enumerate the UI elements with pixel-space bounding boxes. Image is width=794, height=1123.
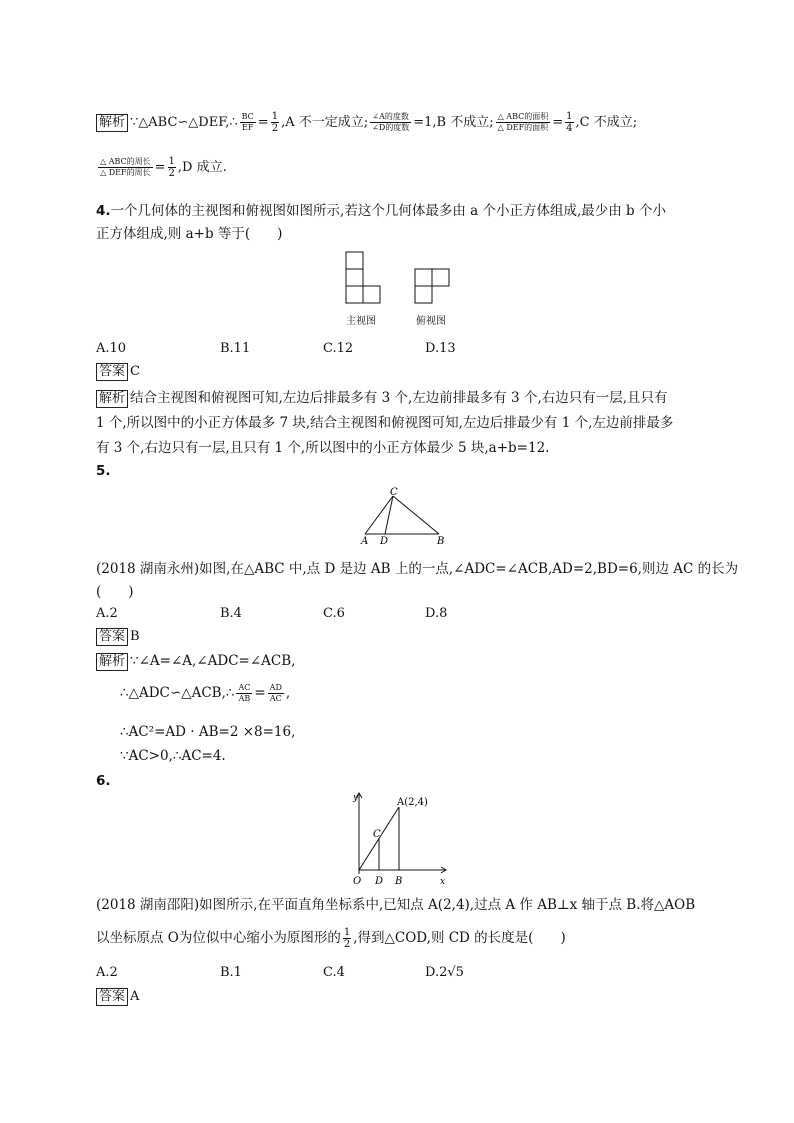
point-a-label: A(2,4) [397, 797, 428, 808]
point-b-label: B [395, 876, 403, 887]
q5-analysis-line4: ∵AC>0,∴AC=4. [120, 748, 226, 764]
fraction-perimeter-ratio: $\frac{\text{△ ABC的周长}}{\text{△ DEF的周长}}$ [100, 157, 151, 177]
q3-analysis-prefix: ∵△ABC∽△DEF,∴ [130, 115, 238, 130]
q4-option-d: D.13 [425, 341, 456, 356]
q6-stem-line2-suffix: ,得到△COD,则 CD 的长度是( ) [353, 930, 566, 946]
fraction-one-half: $\frac{1}{2}$ [271, 111, 279, 134]
answer-tag: 答案 [96, 988, 128, 1006]
q4-stem-text: 一个几何体的主视图和俯视图如图所示,若这个几何体最多由 a 个小正方体组成,最少由 b 个小 [110, 203, 666, 219]
equals-sign: = [254, 685, 266, 701]
point-d-label: D [375, 876, 384, 887]
fraction-ad-ac: $\frac{AD}{AC}$ [269, 683, 282, 703]
q4-answer [96, 363, 140, 381]
q3-option-c-note: ,C 不成立; [575, 115, 638, 130]
q4-option-c: C.12 [323, 341, 354, 356]
q4-analysis-text: 结合主视图和俯视图可知,左边后排最多有 3 个,左边前排最多有 3 个,右边只有一层,且只有 [130, 390, 668, 406]
answer-tag: 答案 [96, 363, 128, 381]
fraction-area-ratio: $\frac{\text{△ ABC的面积}}{\text{△ DEF的面积}}$ [497, 112, 549, 132]
q4-analysis-line1 [96, 386, 668, 408]
fraction-one-half: $\frac{1}{2}$ [343, 927, 351, 950]
q3-option-a-note: ,A 不一定成立; [281, 115, 369, 130]
q5-analysis-text: ∵∠A=∠A,∠ADC=∠ACB, [130, 653, 296, 669]
q4-option-b: B.11 [220, 341, 251, 356]
q6-number: 6. [96, 773, 111, 789]
q6-answer [96, 988, 139, 1006]
top-view-drawing [415, 269, 449, 303]
front-view-label: 主视图 [346, 316, 376, 327]
q4-analysis-line3: 有 3 个,右边只有一层,且只有 1 个,所以图中的小正方体最少 5 块,a+b=12. [96, 440, 550, 456]
analysis-tag: 解析 [96, 653, 128, 671]
q5-analysis-line2 [120, 683, 290, 704]
q3-option-b-note: =1,B 不成立; [413, 115, 494, 130]
q6-option-a: A.2 [96, 965, 118, 980]
y-axis-label: y [353, 793, 359, 803]
q5-analysis-line3: ∴AC²=AD · AB=2 ×8=16, [120, 724, 296, 740]
fraction-angle-ratio: $\frac{\text{∠A的度数}}{\text{∠D的度数}}$ [372, 112, 410, 132]
q5-option-a: A.2 [96, 606, 118, 621]
q5-analysis-line2-prefix: ∴△ADC∽△ACB,∴ [120, 685, 235, 701]
q5-triangle-figure [355, 486, 455, 546]
q5-option-c: C.6 [323, 606, 345, 621]
analysis-tag: 解析 [96, 390, 128, 408]
point-a-label: A [361, 536, 369, 546]
point-c-label: C [373, 829, 381, 840]
q5-analysis-line2-suffix: , [285, 685, 291, 701]
q5-stem-line1: (2018 湖南永州)如图,在△ABC 中,点 D 是边 AB 上的一点,∠ADC=∠ACB,AD=2,BD=6,则边 AC 的长为 [96, 561, 739, 577]
q6-stem-line2-prefix: 以坐标原点 O为位似中心缩小为原图形的 [96, 930, 341, 946]
x-axis-label: x [440, 877, 446, 887]
q6-stem-line1: (2018 湖南邵阳)如图所示,在平面直角坐标系中,已知点 A(2,4),过点 A 作 AB⊥x 轴于点 B.将△AOB [96, 897, 696, 913]
fraction-bc-ef: $\frac{BC}{EF}$ [241, 112, 254, 132]
answer-tag: 答案 [96, 628, 128, 646]
top-view-label: 俯视图 [416, 316, 446, 327]
fraction-one-half: $\frac{1}{2}$ [168, 156, 175, 179]
question-number: 4. [96, 203, 111, 219]
q3-analysis-line2 [96, 156, 227, 179]
point-c-label: C [390, 487, 398, 498]
q5-option-d: D.8 [425, 606, 448, 621]
q3-analysis-line1 [96, 111, 637, 134]
q4-analysis-line2: 1 个,所以图中的小正方体最多 7 块,结合主视图和俯视图可知,左边后排最少有 1 个,左边前排最多 [96, 415, 674, 431]
fraction-one-quarter: $\frac{1}{4}$ [566, 111, 573, 134]
q3-option-d-note: ,D 成立. [177, 160, 227, 175]
q4-answer-value: C [130, 364, 140, 379]
point-b-label: B [437, 536, 445, 546]
q6-option-d: D.2√5 [425, 965, 464, 980]
origin-o-label: O [353, 876, 362, 887]
front-view-drawing [346, 252, 380, 303]
q5-number: 5. [96, 463, 111, 479]
fraction-ac-ab: $\frac{AC}{AB}$ [238, 683, 251, 703]
q6-option-c: C.4 [323, 965, 345, 980]
q4-option-a: A.10 [96, 341, 127, 356]
q6-coordinate-figure [345, 790, 455, 890]
q4-stem-line2: 正方体组成,则 a+b 等于( ) [96, 226, 283, 242]
q4-figure [330, 245, 470, 335]
q5-analysis-line1 [96, 653, 295, 671]
equals-sign: = [552, 115, 564, 130]
equals-sign: = [154, 160, 166, 175]
q5-answer-value: B [130, 629, 140, 644]
q5-stem-line2: ( ) [96, 584, 134, 600]
equals-sign: = [257, 115, 269, 130]
q6-answer-value: A [130, 989, 140, 1004]
q4-stem-line1 [96, 199, 666, 219]
analysis-tag: 解析 [96, 114, 128, 132]
q5-option-b: B.4 [220, 606, 242, 621]
q6-option-b: B.1 [220, 965, 242, 980]
q5-answer [96, 628, 140, 646]
point-d-label: D [380, 536, 389, 546]
q6-stem-line2 [96, 926, 566, 950]
